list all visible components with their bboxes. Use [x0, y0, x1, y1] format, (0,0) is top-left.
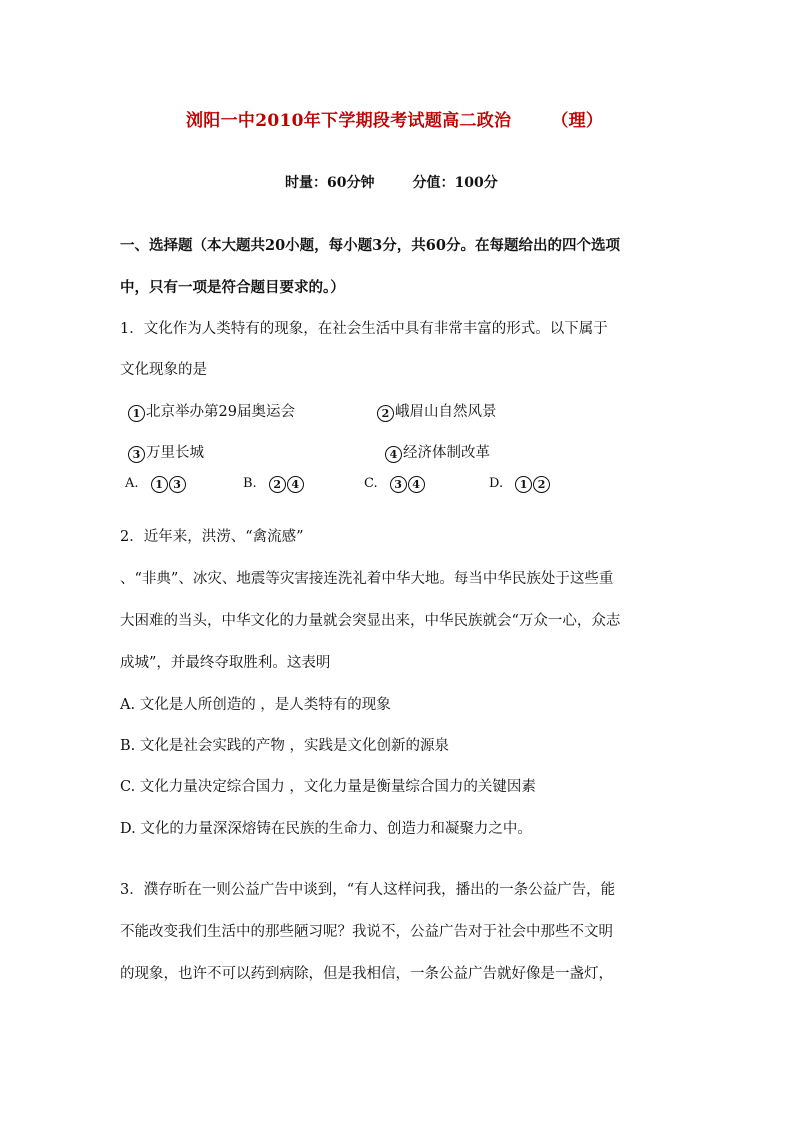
score-label: 分值：100分 [412, 175, 498, 191]
q2-line2: 、“非典”、冰灾、地震等灾害接连洗礼着中华大地。每当中华民族处于这些重 [120, 571, 614, 587]
circled-number-icon: 1 [128, 405, 145, 422]
circled-number-icon: 4 [385, 446, 402, 463]
exam-meta [285, 172, 498, 192]
q1-item-3: 3 万里长城 [128, 441, 204, 463]
q2-line1: 2．近年来，洪涝、“禽流感” [120, 529, 304, 545]
circled-number-icon: 3 [128, 446, 145, 463]
q1-line1: 1．文化作为人类特有的现象，在社会生活中具有非常丰富的形式。以下属于 [120, 321, 608, 337]
q3-line1: 3．濮存昕在一则公益广告中谈到，“有人这样问我，播出的一条公益广告，能 [120, 882, 616, 898]
circled-number-icon: 3 [390, 476, 407, 493]
circled-number-icon: 4 [287, 476, 304, 493]
circled-number-icon: 3 [169, 476, 186, 493]
q3-line3: 的现象，也许不可以药到病除，但是我相信，一条公益广告就好像是一盏灯， [120, 966, 613, 982]
section-heading-line2: 中，只有一项是符合题目要求的。） [120, 279, 345, 296]
q2-option-c[interactable]: C. 文化力量决定综合国力 ，文化力量是衡量综合国力的关键因素 [120, 779, 536, 795]
circled-number-icon: 2 [377, 405, 394, 422]
circled-number-icon: 2 [533, 476, 550, 493]
circled-number-icon: 4 [408, 476, 425, 493]
time-label: 时量：60分钟 [285, 175, 375, 191]
circled-number-icon: 1 [151, 476, 168, 493]
q2-option-d[interactable]: D. 文化的力量深深熔铸在民族的生命力、创造力和凝聚力之中。 [120, 821, 532, 837]
q2-option-a[interactable]: A. 文化是人所创造的 ，是人类特有的现象 [120, 697, 391, 713]
q1-choice-a[interactable]: A. 1 3 [125, 475, 187, 493]
q1-line2: 文化现象的是 [120, 362, 207, 378]
q1-choice-b[interactable]: B. 2 4 [243, 475, 305, 493]
q1-item-1: 1 北京举办第29届奥运会 [128, 400, 295, 422]
q1-choice-d[interactable]: D. 1 2 [489, 475, 551, 493]
title-text: 浏阳一中2010年下学期段考试题高二政治 [186, 111, 512, 131]
q1-item-4: 4 经济体制改革 [385, 441, 490, 463]
section-heading-line1: 一、选择题（本大题共20小题，每小题3分，共60分。在每题给出的四个选项 [120, 237, 620, 254]
q2-option-b[interactable]: B. 文化是社会实践的产物 ，实践是文化创新的源泉 [120, 738, 449, 754]
q3-line2: 不能改变我们生活中的那些陋习呢？我说不，公益广告对于社会中那些不文明 [120, 924, 613, 940]
title-suffix: （理） [551, 111, 604, 131]
q2-line3: 大困难的当头，中华文化的力量就会突显出来，中华民族就会“万众一心，众志 [120, 613, 621, 629]
q2-line4: 成城”，并最终夺取胜利。这表明 [120, 655, 331, 671]
q1-item-2: 2 峨眉山自然风景 [377, 400, 497, 422]
circled-number-icon: 1 [515, 476, 532, 493]
page-title [186, 106, 603, 131]
circled-number-icon: 2 [269, 476, 286, 493]
q1-choice-c[interactable]: C. 3 4 [364, 475, 426, 493]
